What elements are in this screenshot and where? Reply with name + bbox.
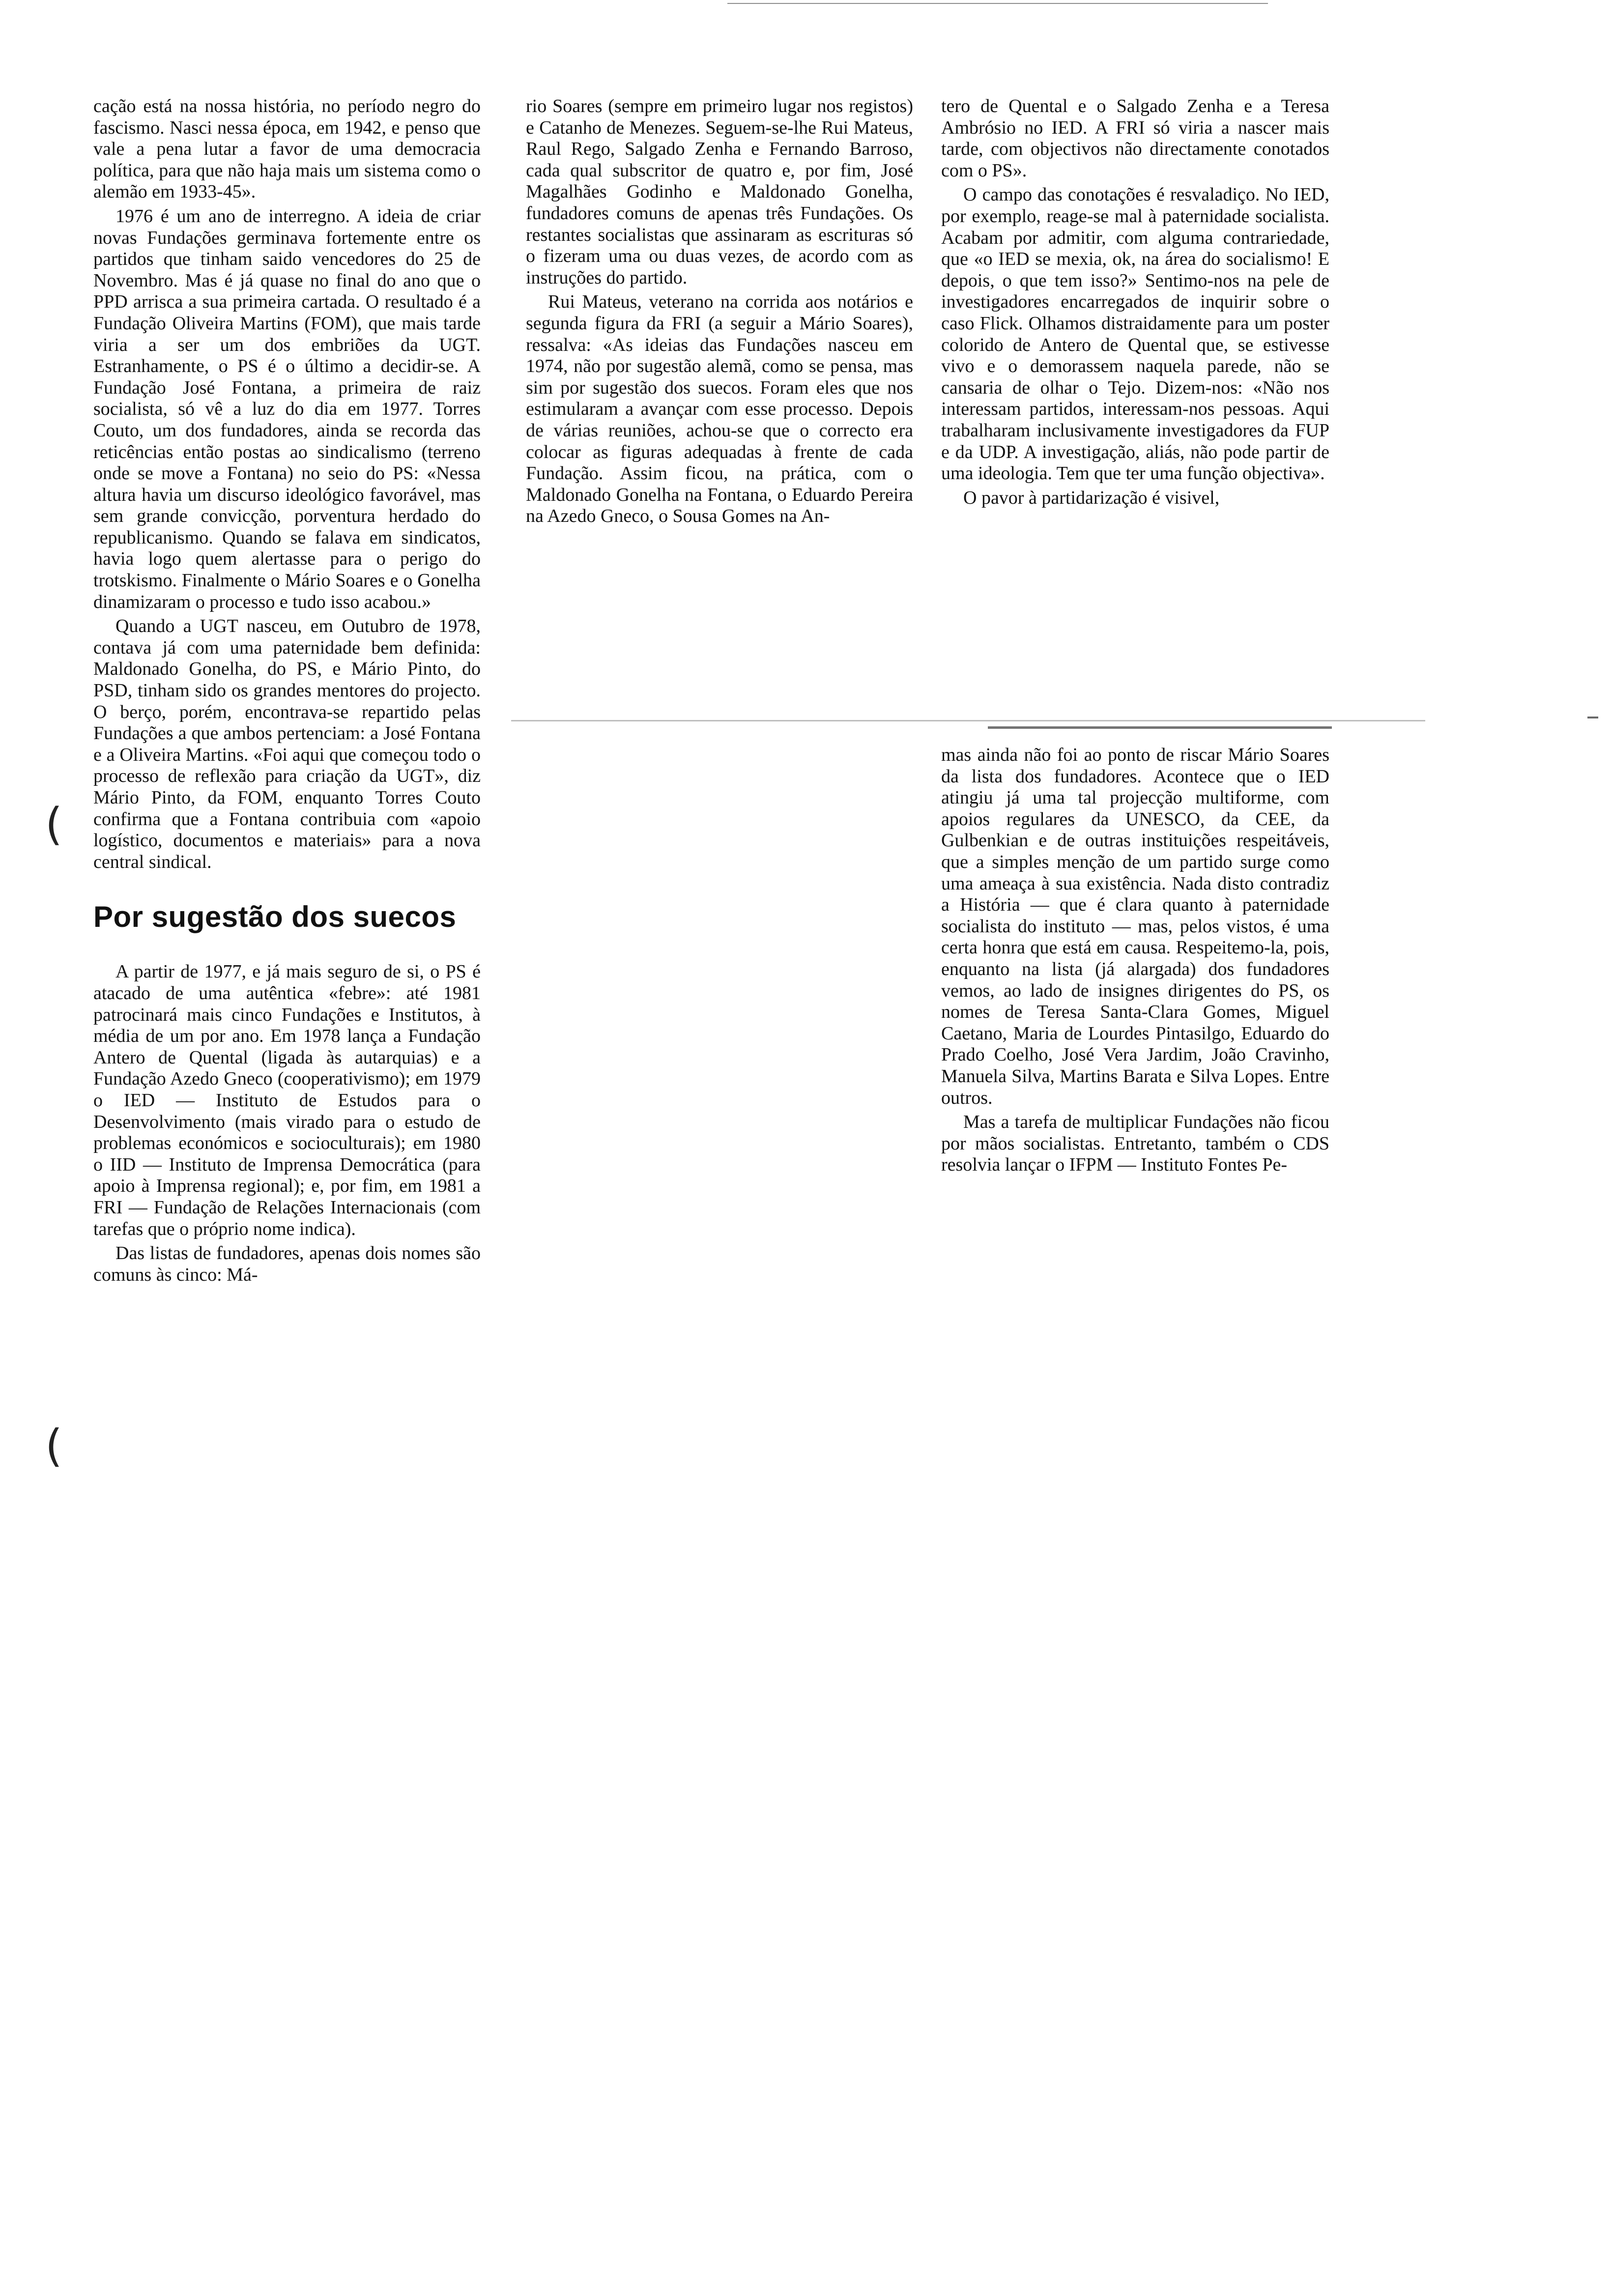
top-edge-rule [727,3,1268,4]
paragraph: 1976 é um ano de interregno. A ideia de criar novas Fundações germinava fortemente entre os partidos que tinham saido vencedores do 25 de Novembro. Mas é já quase no final do ano que o PPD arrisca a sua primeira cartada. O resultado é a Fundação Oliveira Martins (FOM), que mais tarde viria a ser um dos embriões da UGT. Estranhamente, o PS é o último a decidir-se. A Fundação José Fontana, a primeira de raiz socialista, só vê a luz do dia em 1977. Torres Couto, um dos fundadores, ainda se recorda das reticências então postas ao sindicalismo (terreno onde se move a Fontana) no seio do PS: «Nessa altura havia um discurso ideológico favorável, mas sem grande convicção, porventura herdado do republicanismo. Quando se falava em sindicatos, havia logo quem alertasse para o perigo do trotskismo. Finalmente o Mário Soares e o Gonelha dinamizaram o processo e tudo isso acabou.» [93,205,481,612]
paragraph: rio Soares (sempre em primeiro lugar nos registos) e Catanho de Menezes. Seguem-se-lhe Rui Mateus, Raul Rego, Salgado Zenha e Fernando Barroso, cada qual subscritor de quatro e, por fim, José Magalhães Godinho e Maldonado Gonelha, fundadores comuns de apenas três Fundações. Os restantes socialistas que assinaram as escrituras só o fizeram uma ou duas vezes, de acordo com as instruções do partido. [526,96,913,288]
scan-mark-left-1: ( [45,799,63,850]
paragraph: cação está na nossa história, no período negro do fascismo. Nasci nessa época, em 1942, e penso que vale a pena lutar a favor de uma democracia política, para que não haja mais um sistema como o alemão em 1933-45». [93,96,481,202]
paragraph: Das listas de fundadores, apenas dois nomes são comuns às cinco: Má- [93,1243,481,1285]
scan-mark-right [1587,717,1598,718]
article-column-2 [526,96,913,527]
article-column-3-top [941,96,1329,509]
paragraph: Quando a UGT nasceu, em Outubro de 1978, contava já com uma paternidade bem definida: Maldonado Gonelha, do PS, e Mário Pinto, do PSD, tinham sido os grandes mentores do projecto. O berço, porém, encontrava-se repartido pelas Fundações a que ambos pertenciam: a José Fontana e a Oliveira Martins. «Foi aqui que começou todo o processo de reflexão para criação da UGT», diz Mário Pinto, da FOM, enquanto Torres Couto confirma que a Fontana contribuia com «apoio logístico, documentos e materiais» para a nova central sindical. [93,616,481,872]
paragraph: Rui Mateus, veterano na corrida aos notários e segunda figura da FRI (a seguir a Mário Soares), ressalva: «As ideias das Fundações nasceu em 1974, não por sugestão alemã, como se pensa, mas sim por sugestão dos suecos. Foram eles que nos estimularam a avançar com esse processo. Depois de várias reuniões, achou-se que o correcto era colocar as figuras adequadas à frente de cada Fundação. Assim ficou, na prática, com o Maldonado Gonelha na Fontana, o Eduardo Pereira na Azedo Gneco, o Sousa Gomes na An- [526,291,913,527]
section-subheading: Por sugestão dos suecos [93,900,457,934]
paragraph: O pavor à partidarização é visivel, [963,487,1220,508]
article-column-3-bottom [941,745,1329,1176]
column-divider-rule-bold [988,726,1332,729]
paragraph: O campo das conotações é resvaladiço. No IED, por exemplo, reage-se mal à paternidade socialista. Acabam por admitir, com alguma contrariedade, que «o IED se mexia, ok, na área do socialismo! E depois, o que tem isso?» Sentimo-nos na pele de investigadores encarregados de inquirir sobre o caso Flick. Olhamos distraidamente para um poster colorido de Antero de Quental que, se estivesse vivo e o demorassem naquela parede, não se cansaria de olhar o Tejo. Dizem-nos: «Não nos interessam partidos, interessam-nos pessoas. Aqui trabalharam inclusivamente investigadores da FUP e da UDP. A investigação, aliás, não pode partir de uma ideologia. Tem que ter uma função objectiva». [941,184,1329,484]
paragraph: mas ainda não foi ao ponto de riscar Mário Soares da lista dos fundadores. Acontece que o IED atingiu já uma tal projecção multiforme, com apoios regulares da UNESCO, da CEE, da Gulbenkian e de outras instituições respeitáveis, que a simples menção de um partido surge como uma ameaça à sua existência. Nada disto contradiz a História — que é clara quanto à paternidade socialista do instituto — mas, pelos vistos, é uma certa honra que está em causa. Respeitemo-la, pois, enquanto na lista (já alargada) dos fundadores vemos, ao lado de insignes dirigentes do PS, os nomes de Teresa Santa-Clara Gomes, Miguel Caetano, Maria de Lourdes Pintasilgo, Eduardo do Prado Coelho, José Vera Jardim, João Cravinho, Manuela Silva, Martins Barata e Silva Lopes. Entre outros. [941,745,1329,1108]
scan-mark-left-2: ( [45,1420,63,1472]
paragraph: A partir de 1977, e já mais seguro de si, o PS é atacado de uma autêntica «febre»: até 1981 patrocinará mais cinco Fundações e Institutos, à média de um por ano. Em 1978 lança a Fundação Antero de Quental (ligada às autarquias) e a Fundação Azedo Gneco (cooperativismo); em 1979 o IED — Instituto de Estudos para o Desenvolvimento (mais virado para o estudo de problemas económicos e socioculturais); em 1980 o IID — Instituto de Imprensa Democrática (para apoio à Imprensa regional); e, por fim, em 1981 a FRI — Fundação de Relações Internacionais (com tarefas que o próprio nome indica). [93,961,481,1239]
column-divider-rule [511,720,1425,721]
paragraph: tero de Quental e o Salgado Zenha e a Teresa Ambrósio no IED. A FRI só viria a nascer mais tarde, com objectivos não directamente conotados com o PS». [941,96,1329,181]
article-column-1 [93,96,481,1286]
paragraph: Mas a tarefa de multiplicar Fundações não ficou por mãos socialistas. Entretanto, também o CDS resolvia lançar o IFPM — Instituto Fontes Pe- [941,1112,1329,1176]
